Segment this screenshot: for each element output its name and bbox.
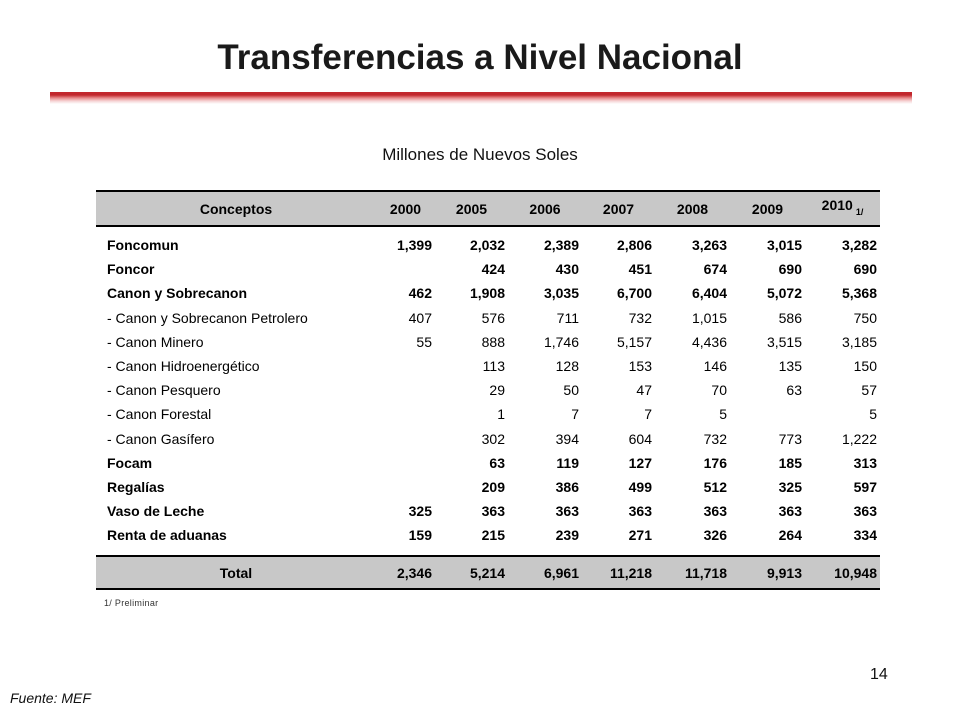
row-value: 3,263 xyxy=(691,237,727,254)
row-value xyxy=(376,354,435,378)
row-value: 326 xyxy=(703,527,727,544)
row-value: 63 xyxy=(786,382,802,399)
table-row xyxy=(96,402,880,426)
row-value: 135 xyxy=(778,358,802,375)
row-value: 4,436 xyxy=(691,333,727,350)
header-year: 2006 xyxy=(508,192,582,226)
table-row xyxy=(96,330,880,354)
row-label: - Canon y Sobrecanon Petrolero xyxy=(107,309,308,326)
table-row xyxy=(96,257,880,281)
row-value: 215 xyxy=(481,527,505,544)
table-row xyxy=(96,233,880,257)
row-label: Renta de aduanas xyxy=(107,527,227,544)
row-value: 3,515 xyxy=(766,333,802,350)
header-year: 2005 xyxy=(435,192,508,226)
row-label: - Canon Forestal xyxy=(107,406,212,423)
row-value: 363 xyxy=(555,503,579,520)
row-value xyxy=(376,378,435,402)
row-value: 239 xyxy=(555,527,579,544)
row-value: 176 xyxy=(703,454,727,471)
row-value: 264 xyxy=(778,527,802,544)
row-value xyxy=(376,475,435,499)
row-value xyxy=(376,402,435,426)
row-label: - Canon Minero xyxy=(107,333,204,350)
total-value: 5,214 xyxy=(435,556,508,589)
total-value: 2,346 xyxy=(376,556,435,589)
row-value: 5 xyxy=(869,406,877,423)
row-value: 119 xyxy=(556,454,579,471)
table-body xyxy=(96,226,880,589)
row-value: 150 xyxy=(853,358,877,375)
table-row xyxy=(96,281,880,305)
row-value: 47 xyxy=(636,382,652,399)
row-value: 750 xyxy=(853,309,877,326)
row-value: 127 xyxy=(628,454,652,471)
transfers-table xyxy=(96,192,880,590)
row-label: - Canon Gasífero xyxy=(107,430,215,447)
row-value: 1,015 xyxy=(691,309,727,326)
row-value: 271 xyxy=(628,527,652,544)
row-value: 512 xyxy=(703,478,727,495)
table-row xyxy=(96,499,880,523)
row-value: 63 xyxy=(489,454,505,471)
row-value: 3,035 xyxy=(543,285,579,302)
row-value: 732 xyxy=(628,309,652,326)
row-value: 3,282 xyxy=(841,237,877,254)
row-value: 604 xyxy=(628,430,652,447)
row-value: 57 xyxy=(861,382,877,399)
row-value xyxy=(376,427,435,451)
row-value xyxy=(376,451,435,475)
table-row xyxy=(96,451,880,475)
row-value: 499 xyxy=(628,478,652,495)
row-value: 5,072 xyxy=(766,285,802,302)
row-value: 363 xyxy=(703,503,727,520)
table-row xyxy=(96,475,880,499)
row-value: 128 xyxy=(555,358,579,375)
row-value: 6,404 xyxy=(691,285,727,302)
total-value: 11,218 xyxy=(582,556,655,589)
row-value: 1,222 xyxy=(841,430,877,447)
row-value: 5 xyxy=(719,406,727,423)
header-year-2010 xyxy=(805,192,880,226)
row-value: 363 xyxy=(481,503,505,520)
spacer-row xyxy=(96,547,880,556)
row-value: 773 xyxy=(778,430,802,447)
row-value: 1,399 xyxy=(396,237,432,254)
row-value xyxy=(376,257,435,281)
row-value: 209 xyxy=(481,478,505,495)
row-value: 7 xyxy=(644,406,652,423)
row-label: Canon y Sobrecanon xyxy=(107,285,248,302)
row-label: - Canon Pesquero xyxy=(107,382,221,399)
slide-title: Transferencias a Nivel Nacional xyxy=(217,38,743,77)
source-note: Fuente: MEF xyxy=(10,690,91,706)
row-value: 146 xyxy=(703,358,727,375)
row-value: 732 xyxy=(703,430,727,447)
row-value: 2,389 xyxy=(543,237,579,254)
header-year-note: 1/ xyxy=(855,207,864,217)
row-value: 302 xyxy=(481,430,505,447)
row-value: 407 xyxy=(408,309,432,326)
row-value: 2,032 xyxy=(469,237,505,254)
row-value: 313 xyxy=(853,454,877,471)
row-value: 690 xyxy=(853,261,877,278)
header-year: 2009 xyxy=(730,192,805,226)
row-value: 113 xyxy=(482,358,505,375)
row-value: 29 xyxy=(489,382,505,399)
row-value: 451 xyxy=(628,261,652,278)
row-value: 430 xyxy=(555,261,579,278)
row-value xyxy=(730,402,805,426)
row-value: 394 xyxy=(555,430,579,447)
row-value: 576 xyxy=(481,309,505,326)
row-value: 888 xyxy=(481,333,505,350)
table-row xyxy=(96,378,880,402)
header-year: 2007 xyxy=(582,192,655,226)
row-value: 363 xyxy=(853,503,877,520)
row-value: 6,700 xyxy=(616,285,652,302)
row-value: 55 xyxy=(416,333,432,350)
row-value: 5,157 xyxy=(616,333,652,350)
row-value: 70 xyxy=(711,382,727,399)
row-label: Foncor xyxy=(107,261,155,278)
row-value: 1 xyxy=(497,406,505,423)
row-value: 1,746 xyxy=(543,333,579,350)
page-number: 14 xyxy=(870,666,888,683)
row-value: 386 xyxy=(555,478,579,495)
spacer-row xyxy=(96,226,880,233)
row-value: 185 xyxy=(778,454,802,471)
footnote: 1/ Preliminar xyxy=(104,598,159,608)
table-row xyxy=(96,354,880,378)
row-value: 711 xyxy=(556,309,579,326)
header-year-label: 2010 xyxy=(821,197,853,213)
row-value: 462 xyxy=(408,285,432,302)
total-label: Total xyxy=(96,556,376,589)
row-value: 325 xyxy=(408,503,432,520)
table-row xyxy=(96,306,880,330)
row-value: 153 xyxy=(628,358,652,375)
row-value: 674 xyxy=(703,261,727,278)
row-value: 159 xyxy=(408,527,432,544)
total-value: 11,718 xyxy=(655,556,730,589)
table-header-row xyxy=(96,192,880,226)
row-value: 2,806 xyxy=(616,237,652,254)
table-row xyxy=(96,523,880,547)
title-underline xyxy=(50,92,912,104)
row-label: - Canon Hidroenergético xyxy=(107,358,260,375)
row-label: Foncomun xyxy=(107,237,179,254)
row-value: 1,908 xyxy=(469,285,505,302)
table-row xyxy=(96,427,880,451)
header-year: 2000 xyxy=(376,192,435,226)
row-value: 597 xyxy=(853,478,877,495)
total-value: 9,913 xyxy=(730,556,805,589)
row-label: Focam xyxy=(107,454,153,471)
row-label: Vaso de Leche xyxy=(107,503,205,520)
header-concepts: Conceptos xyxy=(96,192,376,226)
row-value: 690 xyxy=(778,261,802,278)
row-value: 7 xyxy=(571,406,579,423)
total-row xyxy=(96,556,880,589)
row-value: 424 xyxy=(481,261,505,278)
row-value: 363 xyxy=(628,503,652,520)
row-value: 3,185 xyxy=(841,333,877,350)
row-value: 586 xyxy=(778,309,802,326)
row-value: 3,015 xyxy=(766,237,802,254)
total-value: 6,961 xyxy=(508,556,582,589)
table-subtitle: Millones de Nuevos Soles xyxy=(382,145,578,164)
row-value: 5,368 xyxy=(841,285,877,302)
row-value: 50 xyxy=(563,382,579,399)
total-value: 10,948 xyxy=(805,556,880,589)
row-value: 363 xyxy=(778,503,802,520)
header-year: 2008 xyxy=(655,192,730,226)
row-value: 325 xyxy=(778,478,802,495)
row-value: 334 xyxy=(853,527,877,544)
row-label: Regalías xyxy=(107,478,165,495)
